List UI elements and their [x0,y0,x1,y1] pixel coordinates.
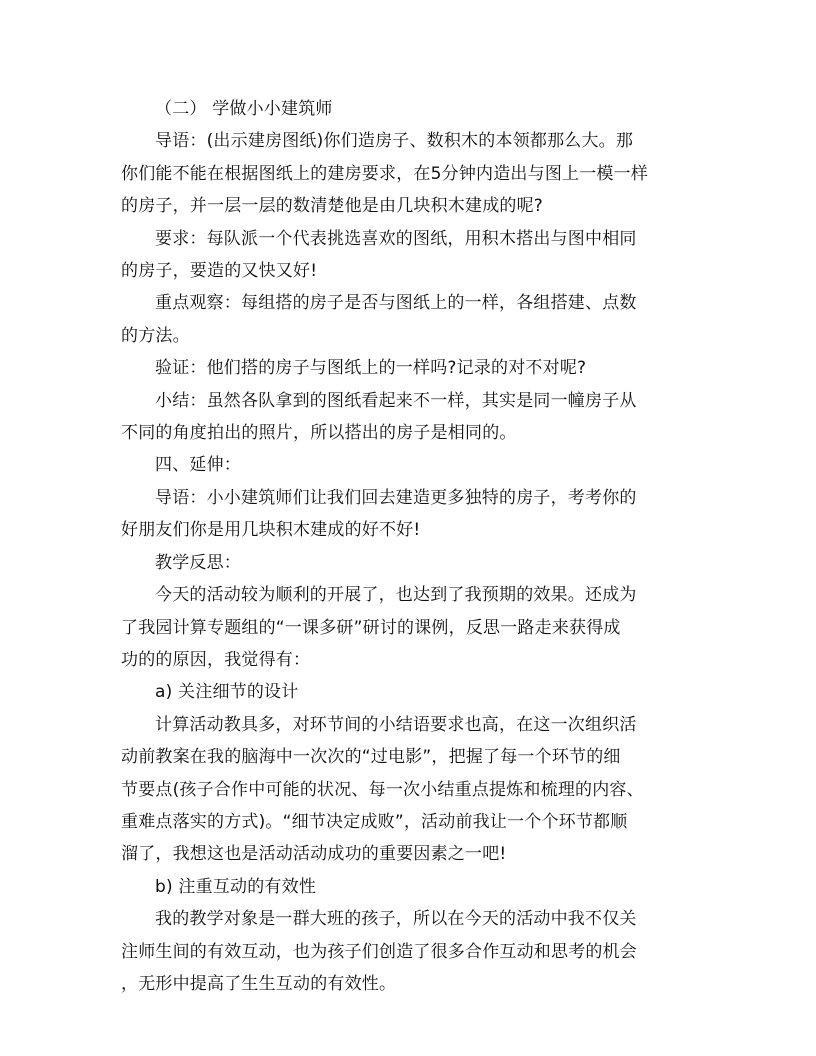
text-line: 导语：(出示建房图纸)你们造房子、数积木的本领都那么大。那 [155,131,634,152]
text-line: 教学反思： [155,552,241,573]
text-line: 注师生间的有效互动，也为孩子们创造了很多合作互动和思考的机会 [121,941,637,962]
paragraph [121,547,697,579]
text-line: 要求：每队派一个代表挑选喜欢的图纸，用积木搭出与图中相同 [155,228,637,249]
text-line: 重点观察：每组搭的房子是否与图纸上的一样，各组搭建、点数 [155,293,637,314]
text-line: 溜了，我想这也是活动活动成功的重要因素之一吧! [121,844,507,865]
text-line: a) 关注细节的设计 [155,682,299,703]
text-line: 四、延伸： [155,455,241,476]
paragraph [121,676,697,708]
text-line: 的房子，并一层一层的数清楚他是由几块积木建成的呢? [121,196,544,217]
text-line: b) 注重互动的有效性 [155,876,317,897]
paragraph [121,871,697,903]
paragraph [121,93,697,125]
paragraph [121,482,697,547]
text-line: 今天的活动较为顺利的开展了，也达到了我预期的效果。还成为 [155,585,637,606]
paragraph [121,449,697,481]
text-line: 小结：虽然各队拿到的图纸看起来不一样，其实是同一幢房子从 [155,390,637,411]
text-line: 不同的角度拍出的照片，所以搭出的房子是相同的。 [121,423,517,444]
text-line: （二） 学做小小建筑师 [155,99,333,119]
text-line: 好朋友们你是用几块积木建成的好不好! [121,520,421,541]
paragraph [121,903,697,1000]
text-line: 导语：小小建筑师们让我们回去建造更多独特的房子，考考你的 [155,487,637,508]
text-line: 我的教学对象是一群大班的孩子，所以在今天的活动中我不仅关 [155,909,637,930]
paragraph [121,385,697,450]
text-line: 重难点落实的方式)。“细节决定成败”，活动前我让一个个环节都顺 [121,811,628,832]
text-line: 了我园计算专题组的“一课多研”研讨的课例，反思一路走来获得成 [121,617,621,638]
paragraph [121,579,697,676]
paragraph [121,352,697,384]
paragraph [121,125,697,222]
paragraph [121,287,697,352]
text-line: 的房子，要造的又快又好! [121,261,318,282]
text-line: 节要点(孩子合作中可能的状况、每一次小结重点提炼和梳理的内容、 [121,779,644,800]
text-line: 的方法。 [121,325,190,346]
paragraph [121,709,697,871]
document-body [121,93,697,1000]
text-line: 功的的原因，我觉得有： [121,649,311,670]
text-line: 你们能不能在根据图纸上的建房要求，在5分钟内造出与图上一模一样 [121,163,649,184]
text-line: 计算活动教具多，对环节间的小结语要求也高，在这一次组织活 [155,714,637,735]
text-line: ，无形中提高了生生互动的有效性。 [121,973,397,994]
text-line: 验证：他们搭的房子与图纸上的一样吗?记录的对不对呢? [155,358,587,379]
text-line: 动前教案在我的脑海中一次次的“过电影”，把握了每一个环节的细 [121,747,621,768]
paragraph [121,223,697,288]
